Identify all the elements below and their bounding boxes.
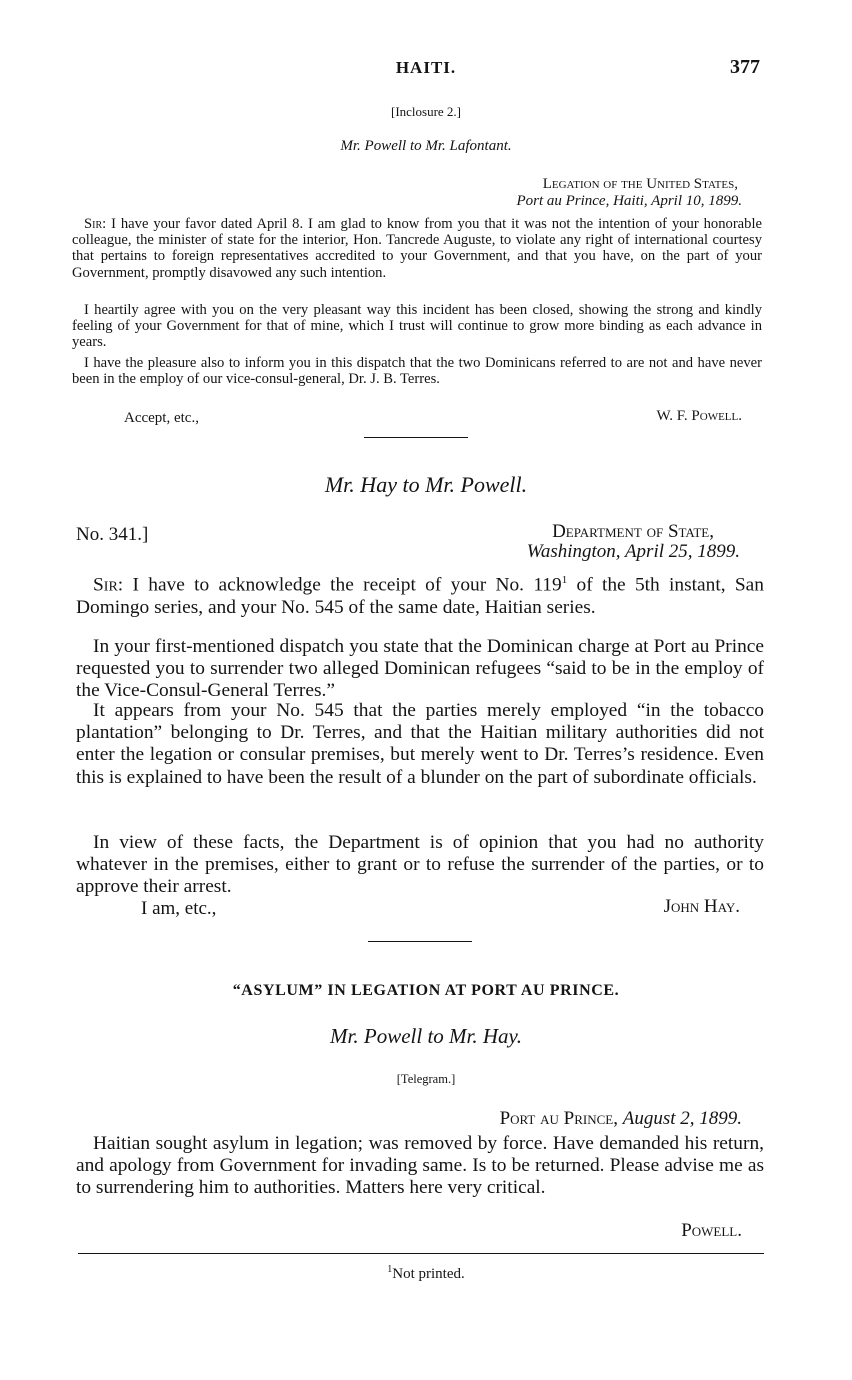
telegram-label: [Telegram.] (396, 1072, 456, 1086)
letter-paragraph: In view of these facts, the Department is of opinion that you had no authority whatever in the premises, either to grant or to refuse the surrender of the parties, or to approve their arrest. (76, 832, 764, 898)
salutation: Sir: (93, 574, 124, 596)
footnote-reference: 1 (561, 574, 568, 586)
telegram-place-date (500, 1108, 742, 1130)
section-title: “ASYLUM” IN LEGATION AT PORT AU PRINCE. (232, 982, 620, 999)
signature: Powell. (681, 1220, 742, 1241)
footnote-rule (78, 1253, 764, 1254)
closing: Accept, etc., (124, 410, 199, 426)
telegram-body: Haitian sought asylum in legation; was removed by force. Have demanded his return, and apology from Government for invading same. Is to be returned. Please advise me as to surrendering him to authorities. Matters here very critical. (76, 1133, 764, 1199)
signature: John Hay. (663, 896, 740, 917)
telegram-place: Port au Prince, (499, 1108, 618, 1129)
footnote-text: Not printed. (392, 1266, 465, 1282)
inclosure-label: [Inclosure 2.] (390, 104, 462, 119)
letter-place-date-1: Port au Prince, Haiti, April 10, 1899. (516, 193, 742, 209)
telegram-date: August 2, 1899. (622, 1108, 742, 1129)
dispatch-number: No. 341.] (76, 524, 149, 545)
section-divider (364, 437, 468, 438)
department-line: Department of State, (552, 521, 714, 542)
footnote-mark: 1 (387, 1264, 393, 1275)
letter-heading-2: Mr. Hay to Mr. Powell. (324, 472, 528, 497)
footnote (0, 1264, 852, 1283)
letter-heading-1: Mr. Powell to Mr. Lafontant. (340, 138, 512, 154)
section-divider (368, 941, 472, 942)
letter-paragraph: I heartily agree with you on the very pleasant way this incident has been closed, showing the strong and kindly feeling of your Government for that of mine, which I trust will continue to grow more binding as each advance in years. (72, 302, 762, 351)
letter-paragraph: I have the pleasure also to inform you in this dispatch that the two Dominicans referred to are not and have never been in the employ of our vice-consul-general, Dr. J. B. Terres. (72, 355, 762, 388)
letter-heading-3: Mr. Powell to Mr. Hay. (330, 1024, 522, 1048)
letter-paragraph: It appears from your No. 545 that the parties merely employed “in the tobacco plantation” belonging to Dr. Terres, and that the Haitian military authorities did not enter the legation or consular premises, but merely went to Dr. Terres’s residence. Even this is explained to have been the result of a blunder on the part of subordinate officials. (76, 700, 764, 788)
salutation: Sir: (84, 216, 107, 232)
page-number: 377 (730, 56, 760, 78)
signature: W. F. Powell. (656, 408, 742, 424)
letter-paragraph: Sir: I have to acknowledge the receipt of your No. $119^1$ of the 5th instant, San Domingo series, and your No. 545 of the same date, Haitian series. (76, 574, 764, 618)
letter-paragraph: Sir: I have your favor dated April 8. I am glad to know from you that it was not the intention of your honorable colleague, the minister of state for the interior, Hon. Tancrede Auguste, to violate any right of international courtesy that pertains to foreign representatives accredited to your Government, and that you have, on the part of your Government, promptly disavowed any such intention. (72, 216, 762, 281)
letter-paragraph: In your first-mentioned dispatch you state that the Dominican charge at Port au Prince requested you to surrender two alleged Dominican refugees “said to be in the employ of the Vice-Consul-General Terres.” (76, 636, 764, 702)
legation-line: Legation of the United States, (542, 176, 738, 192)
closing: I am, etc., (141, 898, 217, 919)
running-head: HAITI. (395, 58, 457, 77)
letter-place-date-2: Washington, April 25, 1899. (526, 541, 740, 562)
